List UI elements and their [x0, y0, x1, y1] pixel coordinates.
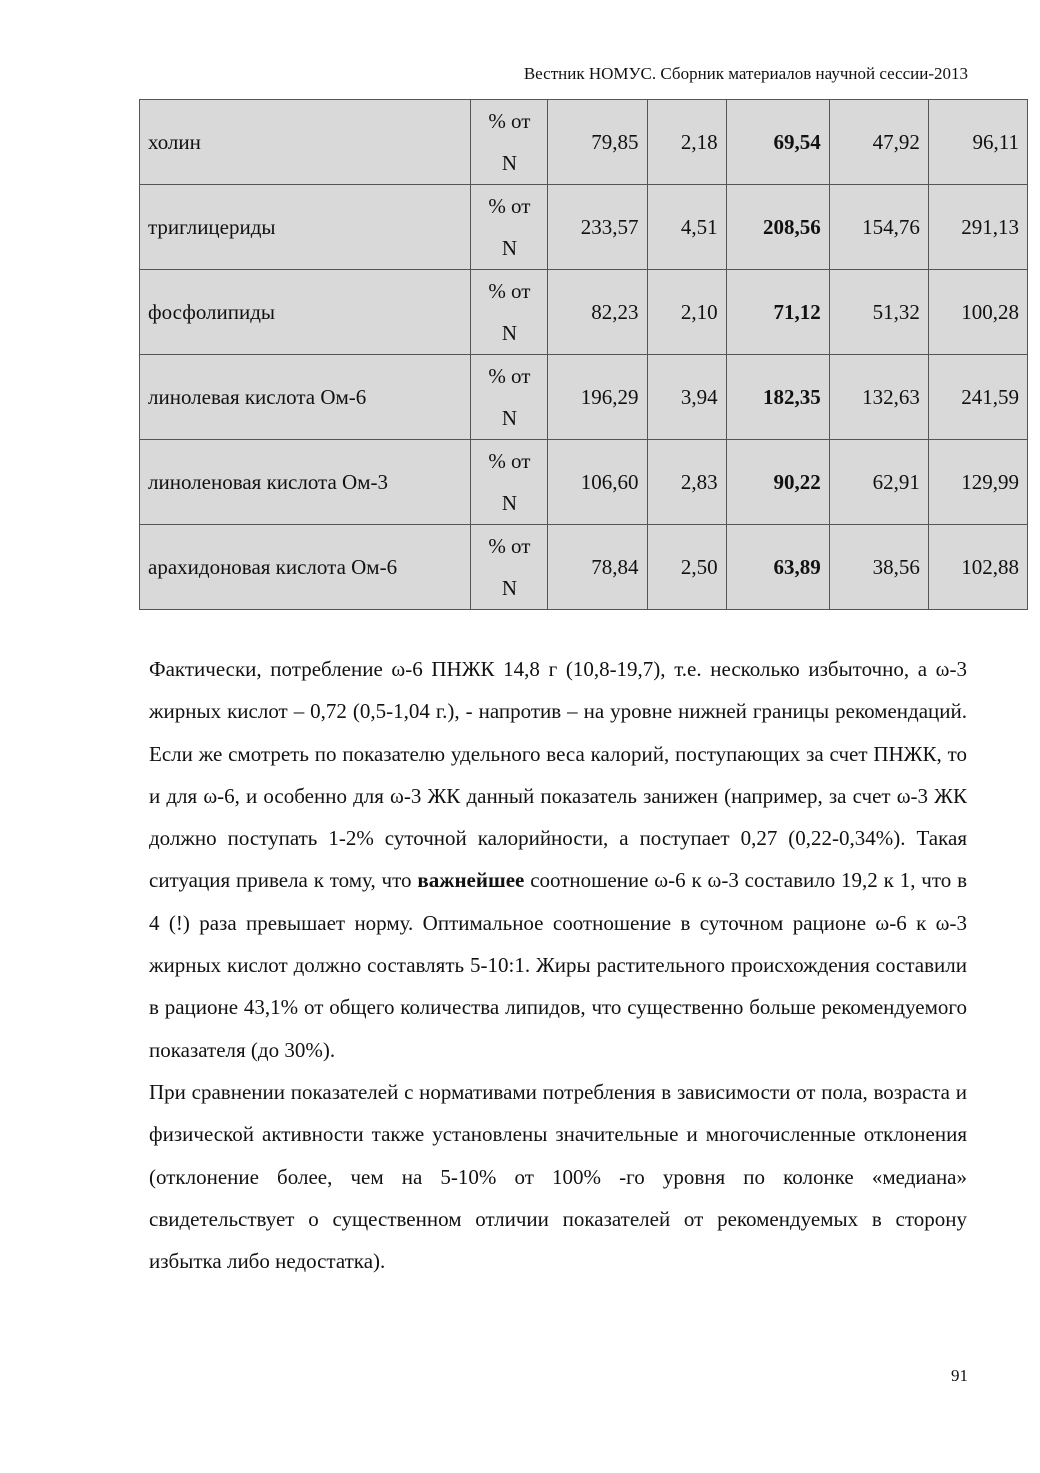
cell-unit	[471, 440, 548, 525]
cell-value-2: 2,18	[647, 100, 726, 185]
cell-unit-line-1: % от	[488, 279, 531, 303]
cell-indicator: линоленовая кислота Ом-3	[140, 440, 471, 525]
cell-value-1: 82,23	[548, 270, 647, 355]
cell-indicator: холин	[140, 100, 471, 185]
cell-value-4: 51,32	[829, 270, 928, 355]
table-row	[140, 100, 1028, 185]
cell-unit-line-2: N	[501, 576, 517, 600]
cell-value-3: 208,56	[726, 185, 829, 270]
cell-unit-line-1: % от	[488, 534, 531, 558]
cell-unit-line-2: N	[501, 406, 517, 430]
cell-indicator: триглицериды	[140, 185, 471, 270]
cell-indicator: фосфолипиды	[140, 270, 471, 355]
results-table-body	[140, 100, 1028, 610]
cell-value-4: 154,76	[829, 185, 928, 270]
cell-value-2: 2,50	[647, 525, 726, 610]
cell-value-1: 79,85	[548, 100, 647, 185]
cell-unit-line-2: N	[501, 321, 517, 345]
journal-header: Вестник НОМУС. Сборник материалов научной сессии-2013	[523, 64, 968, 83]
cell-value-2: 2,83	[647, 440, 726, 525]
cell-value-5: 291,13	[928, 185, 1027, 270]
cell-value-4: 38,56	[829, 525, 928, 610]
cell-unit-line-1: % от	[488, 449, 531, 473]
cell-value-1: 233,57	[548, 185, 647, 270]
table-row	[140, 440, 1028, 525]
body-text	[149, 648, 967, 1282]
cell-value-1: 196,29	[548, 355, 647, 440]
cell-value-3: 182,35	[726, 355, 829, 440]
paragraph-1-emphasis: важнейшее	[417, 868, 525, 893]
cell-unit	[471, 355, 548, 440]
table-row	[140, 185, 1028, 270]
cell-value-5: 241,59	[928, 355, 1027, 440]
cell-value-2: 4,51	[647, 185, 726, 270]
cell-unit-line-1: % от	[488, 194, 531, 218]
cell-value-3: 90,22	[726, 440, 829, 525]
cell-value-2: 2,10	[647, 270, 726, 355]
page-number: 91	[951, 1366, 968, 1385]
cell-unit	[471, 185, 548, 270]
paragraph-2: При сравнении показателей с нормативами потребления в зависимости от пола, возраста и физической активности также установлены значительные и многочисленные отклонения (отклонение более, чем на 5-10% от 100% -го уровня по колонке «медиана» свидетельствует о существенном отличии показателей от рекомендуемых в сторону избытка либо недостатка).	[149, 1079, 967, 1274]
cell-value-5: 129,99	[928, 440, 1027, 525]
cell-unit	[471, 525, 548, 610]
cell-value-2: 3,94	[647, 355, 726, 440]
cell-value-1: 106,60	[548, 440, 647, 525]
paragraph-1-text-b: соотношение ω-6 к ω-3 составило 19,2 к 1, что в 4 (!) раза превышает норму. Оптимальное соотношение в суточном рационе ω-6 к ω-3 жирных кислот должно составлять 5-10:1. Жиры растительного происхождения составили в рационе 43,1% от общего количества липидов, что существенно больше рекомендуемого показателя (до 30%).	[149, 868, 968, 1062]
cell-unit-line-2: N	[501, 236, 517, 260]
cell-indicator: линолевая кислота Ом-6	[140, 355, 471, 440]
cell-value-5: 100,28	[928, 270, 1027, 355]
table-row	[140, 355, 1028, 440]
cell-value-4: 47,92	[829, 100, 928, 185]
cell-indicator: арахидоновая кислота Ом-6	[140, 525, 471, 610]
cell-value-4: 62,91	[829, 440, 928, 525]
cell-value-3: 69,54	[726, 100, 829, 185]
cell-unit	[471, 270, 548, 355]
cell-value-1: 78,84	[548, 525, 647, 610]
cell-value-4: 132,63	[829, 355, 928, 440]
cell-value-5: 96,11	[928, 100, 1027, 185]
cell-unit-line-2: N	[501, 491, 517, 515]
cell-unit	[471, 100, 548, 185]
cell-unit-line-1: % от	[488, 364, 531, 388]
table-row	[140, 525, 1028, 610]
paragraph-1-text-a: Фактически, потребление ω-6 ПНЖК 14,8 г (10,8-19,7), т.е. несколько избыточно, а ω-3 жирных кислот – 0,72 (0,5-1,04 г.), - напротив – на уровне нижней границы рекомендаций. Если же смотреть по показателю удельного веса калорий, поступающих за счет ПНЖК, то и для ω-6, и особенно для ω-3 ЖК данный показатель занижен (например, за счет ω-3 ЖК должно поступать 1-2% суточной калорийности, а поступает 0,27 (0,22-0,34%). Такая ситуация привела к тому, что	[149, 657, 967, 893]
cell-unit-line-2: N	[501, 151, 517, 175]
cell-value-3: 63,89	[726, 525, 829, 610]
cell-unit-line-1: % от	[488, 109, 531, 133]
paragraph-1	[149, 648, 967, 1071]
results-table	[139, 99, 1028, 610]
cell-value-5: 102,88	[928, 525, 1027, 610]
table-row	[140, 270, 1028, 355]
cell-value-3: 71,12	[726, 270, 829, 355]
